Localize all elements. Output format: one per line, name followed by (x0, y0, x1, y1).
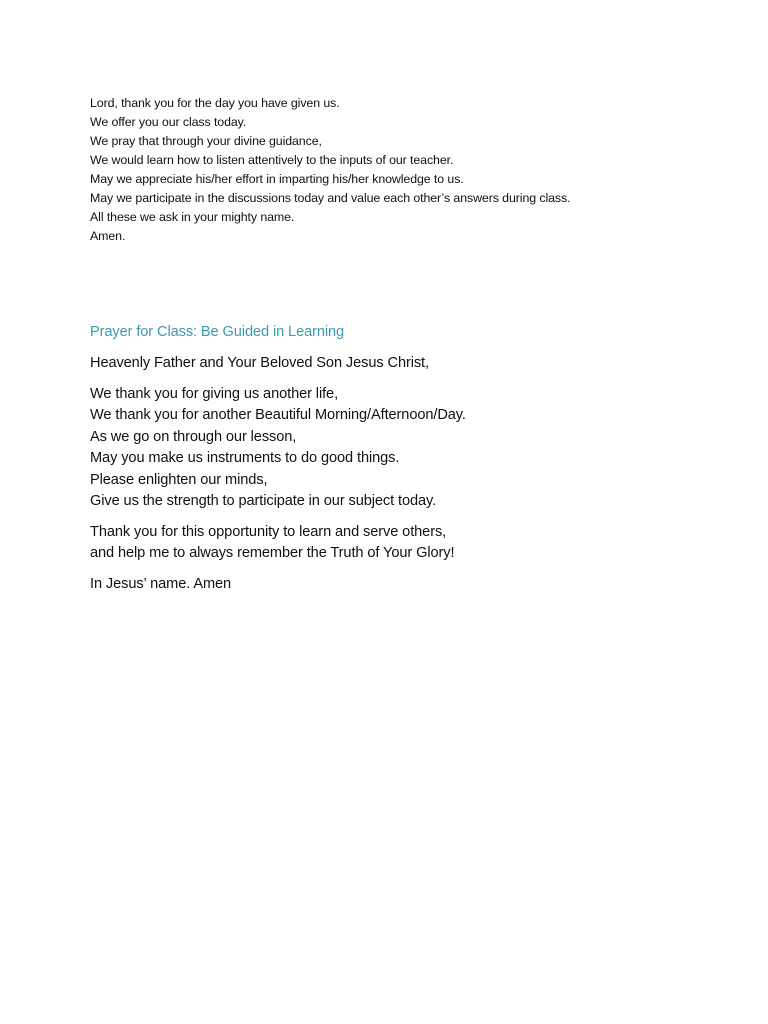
first-prayer (90, 94, 730, 246)
closing (90, 574, 730, 596)
section-heading: Prayer for Class: Be Guided in Learning (90, 324, 345, 341)
salutation-text: Heavenly Father and Your Beloved Son Jesus Christ, (90, 355, 429, 371)
closing-text: In Jesus’ name. Amen (90, 575, 232, 592)
prayer-line: May you make us instruments to do good things. (90, 450, 400, 466)
prayer-line: We thank you for another Beautiful Morning/Afternoon/Day. (90, 407, 466, 423)
prayer-line: We offer you our class today. (90, 115, 247, 129)
prayer-line: Give us the strength to participate in our subject today. (90, 493, 437, 509)
prayer-line: We would learn how to listen attentively to the inputs of our teacher. (90, 153, 454, 167)
prayer-line: Amen. (90, 229, 126, 243)
second-prayer (90, 353, 730, 604)
prayer-line: We thank you for giving us another life, (90, 385, 339, 402)
prayer-line: and help me to always remember the Truth of Your Glory! (90, 545, 455, 561)
stanza-one (90, 384, 730, 513)
prayer-line: As we go on through our lesson, (90, 428, 297, 445)
prayer-line: May we participate in the discussions today and value each other’s answers during class. (90, 191, 571, 205)
prayer-line: All these we ask in your mighty name. (90, 210, 295, 224)
prayer-line: May we appreciate his/her effort in imparting his/her knowledge to us. (90, 172, 464, 186)
prayer-line: Please enlighten our minds, (90, 471, 268, 488)
salutation (90, 353, 730, 375)
prayer-line: Thank you for this opportunity to learn and serve others, (90, 523, 447, 540)
stanza-two (90, 522, 730, 565)
prayer-line: We pray that through your divine guidance, (90, 134, 322, 148)
prayer-line: Lord, thank you for the day you have given us. (90, 96, 340, 110)
